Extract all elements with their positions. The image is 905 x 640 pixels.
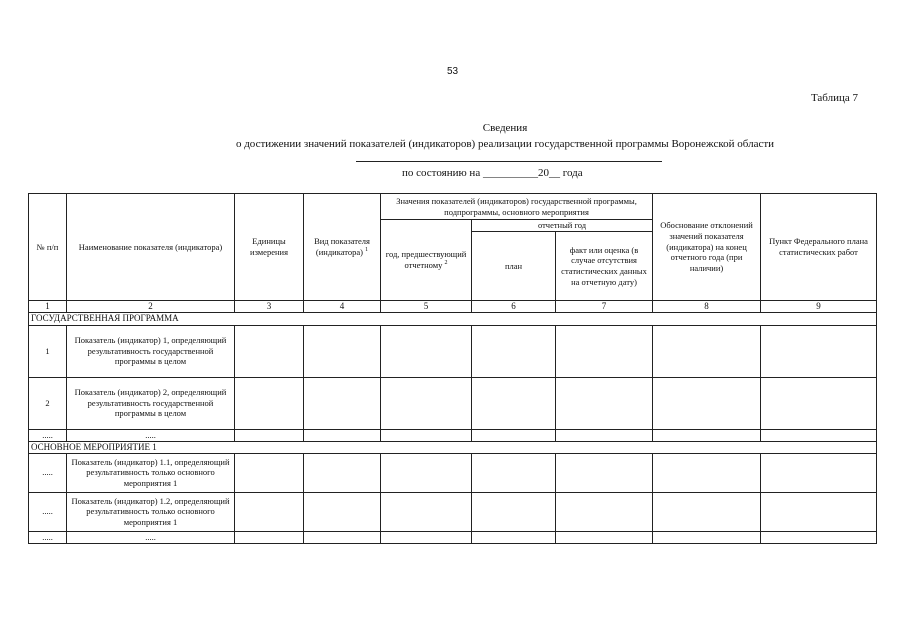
cell-plan-item: [761, 429, 877, 441]
cell-plan-item: [761, 531, 877, 543]
cell-reason: [653, 492, 761, 531]
header-prev-year: [381, 220, 472, 301]
cell-reason: [653, 429, 761, 441]
header-reason: Обоснование отклонений значений показателя (индикатора) на конец отчетного года (при наличии): [653, 194, 761, 301]
cell-fact: [556, 429, 653, 441]
indicators-table: [28, 193, 877, 544]
cell-fact: [556, 377, 653, 429]
document-subtitle: о достижении значений показателей (индикаторов) реализации государственной программы Воронежской области: [235, 138, 775, 150]
column-number: 6: [472, 301, 556, 313]
section-row: [29, 441, 877, 453]
section-title: ОСНОВНОЕ МЕРОПРИЯТИЕ 1: [29, 441, 877, 453]
as-of-date: [402, 167, 583, 179]
cell-prev-year: [381, 377, 472, 429]
row-number: 1: [29, 325, 67, 377]
cell-type: [304, 325, 381, 377]
cell-unit: [235, 325, 304, 377]
header-type-footnote: 1: [365, 247, 369, 254]
header-values-group: Значения показателей (индикаторов) государственной программы, подпрограммы, основного мероприятия: [381, 194, 653, 220]
column-number: 4: [304, 301, 381, 313]
cell-prev-year: [381, 325, 472, 377]
section-title: ГОСУДАРСТВЕННАЯ ПРОГРАММА: [29, 313, 877, 325]
header-prev-year-label: год, предшествующий отчетному: [385, 249, 467, 270]
cell-type: [304, 531, 381, 543]
header-type-label: Вид показателя (индикатора): [314, 236, 370, 257]
cell-unit: [235, 531, 304, 543]
cell-unit: [235, 453, 304, 492]
row-indicator-name: Показатель (индикатор) 1.2, определяющий результативность только основного мероприятия 1: [67, 492, 235, 531]
header-type: [304, 194, 381, 301]
as-of-suffix: 20__ года: [537, 167, 583, 179]
header-name: Наименование показателя (индикатора): [67, 194, 235, 301]
cell-prev-year: [381, 492, 472, 531]
cell-type: [304, 453, 381, 492]
cell-reason: [653, 453, 761, 492]
column-numbers-row: [29, 301, 877, 313]
cell-unit: [235, 377, 304, 429]
column-number: 7: [556, 301, 653, 313]
table-row: [29, 325, 877, 377]
cell-type: [304, 492, 381, 531]
cell-plan-item: [761, 325, 877, 377]
row-indicator-name: Показатель (индикатор) 1, определяющий результативность государственной программы в целом: [67, 325, 235, 377]
row-indicator-name: Показатель (индикатор) 1.1, определяющий результативность только основного мероприятия 1: [67, 453, 235, 492]
table-row: [29, 531, 877, 543]
row-indicator-name: .....: [67, 531, 235, 543]
header-num: № п/п: [29, 194, 67, 301]
table-row: [29, 429, 877, 441]
row-number: .....: [29, 429, 67, 441]
cell-fact: [556, 531, 653, 543]
header-plan-item: Пункт Федерального плана статистических работ: [761, 194, 877, 301]
table-row: [29, 492, 877, 531]
row-indicator-name: .....: [67, 429, 235, 441]
as-of-blank: __________: [482, 167, 538, 179]
cell-plan: [472, 325, 556, 377]
header-report-year: отчетный год: [472, 220, 653, 232]
cell-type: [304, 429, 381, 441]
cell-plan-item: [761, 492, 877, 531]
cell-plan: [472, 377, 556, 429]
cell-reason: [653, 531, 761, 543]
header-unit: Единицы измерения: [235, 194, 304, 301]
column-number: 5: [381, 301, 472, 313]
row-number: 2: [29, 377, 67, 429]
cell-prev-year: [381, 453, 472, 492]
as-of-prefix: по состоянию на: [402, 167, 481, 179]
column-number: 1: [29, 301, 67, 313]
cell-unit: [235, 429, 304, 441]
row-number: .....: [29, 492, 67, 531]
cell-plan: [472, 531, 556, 543]
cell-fact: [556, 325, 653, 377]
column-number: 3: [235, 301, 304, 313]
table-row: [29, 377, 877, 429]
document-title: Сведения: [482, 122, 528, 134]
cell-reason: [653, 325, 761, 377]
cell-fact: [556, 492, 653, 531]
cell-type: [304, 377, 381, 429]
cell-reason: [653, 377, 761, 429]
row-number: .....: [29, 531, 67, 543]
section-row: [29, 313, 877, 325]
table-row: [29, 453, 877, 492]
table-label: Таблица 7: [810, 92, 858, 104]
cell-plan: [472, 429, 556, 441]
cell-plan-item: [761, 453, 877, 492]
cell-plan-item: [761, 377, 877, 429]
heading-underline: [356, 161, 662, 162]
header-fact: факт или оценка (в случае отсутствия статистических данных на отчетную дату): [556, 232, 653, 301]
cell-plan: [472, 492, 556, 531]
header-prev-year-footnote: 2: [444, 260, 448, 267]
cell-fact: [556, 453, 653, 492]
column-number: 2: [67, 301, 235, 313]
cell-prev-year: [381, 531, 472, 543]
cell-prev-year: [381, 429, 472, 441]
column-number: 8: [653, 301, 761, 313]
row-indicator-name: Показатель (индикатор) 2, определяющий результативность государственной программы в целом: [67, 377, 235, 429]
cell-unit: [235, 492, 304, 531]
column-number: 9: [761, 301, 877, 313]
row-number: .....: [29, 453, 67, 492]
header-plan: план: [472, 232, 556, 301]
cell-plan: [472, 453, 556, 492]
page-number: 53: [446, 66, 459, 77]
